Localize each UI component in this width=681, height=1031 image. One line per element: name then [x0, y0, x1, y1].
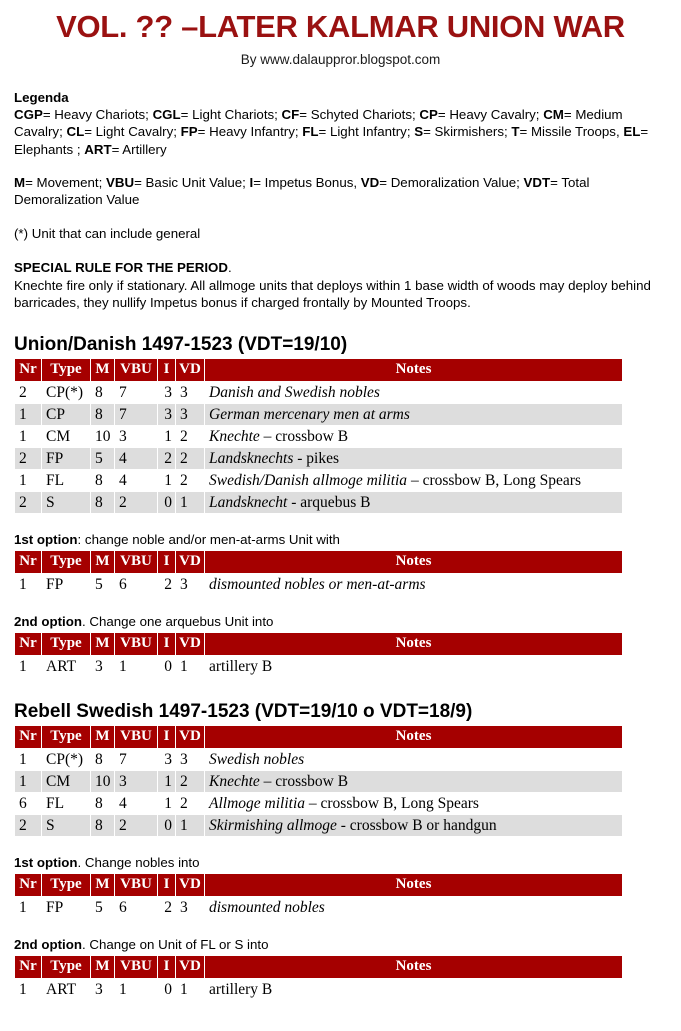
cell-i: 3 — [158, 749, 175, 770]
cell-vd: 2 — [176, 448, 204, 469]
special-rule-text: Knechte fire only if stationary. All allmoge units that deploys within 1 base width of woods may deploy behind barricades, they nullify Impetus bonus if charged frontally by Mounted Troops. — [14, 277, 651, 310]
option-title-union-danish-2 — [14, 613, 667, 630]
cell-nr: 1 — [15, 404, 41, 425]
column-header-i: I — [158, 874, 175, 896]
cell-nr: 1 — [15, 574, 41, 595]
cell-notes: dismounted nobles or men-at-arms — [205, 574, 622, 595]
section-title-union-danish: Union/Danish 1497-1523 (VDT=19/10) — [14, 334, 348, 356]
table-row — [15, 656, 622, 677]
column-header-type: Type — [42, 633, 90, 655]
unit-table-rebell-swedish-opt1 — [14, 873, 623, 919]
cell-m: 8 — [91, 382, 114, 403]
cell-vd: 2 — [176, 470, 204, 491]
cell-nr: 1 — [15, 426, 41, 447]
column-header-m: M — [91, 359, 114, 381]
cell-i: 3 — [158, 404, 175, 425]
cell-m: 5 — [91, 897, 114, 918]
table-header-row — [15, 633, 622, 655]
column-header-vbu: VBU — [115, 359, 157, 381]
cell-type: ART — [42, 979, 90, 1000]
cell-notes: Knechte – crossbow B — [205, 771, 622, 792]
cell-notes: artillery B — [205, 656, 622, 677]
option-label: 2nd option — [14, 937, 82, 953]
unit-table-rebell-swedish-opt2 — [14, 955, 623, 1001]
column-header-nr: Nr — [15, 726, 41, 748]
cell-vd: 3 — [176, 382, 204, 403]
cell-type: FL — [42, 470, 90, 491]
cell-notes: artillery B — [205, 979, 622, 1000]
cell-type: S — [42, 815, 90, 836]
table-row — [15, 793, 622, 814]
column-header-type: Type — [42, 359, 90, 381]
column-header-nr: Nr — [15, 551, 41, 573]
cell-vd: 2 — [176, 426, 204, 447]
table-header-row — [15, 726, 622, 748]
cell-notes: Swedish/Danish allmoge militia – crossbow B, Long Spears — [205, 470, 622, 491]
column-header-vbu: VBU — [115, 874, 157, 896]
column-header-notes: Notes — [205, 359, 622, 381]
column-header-type: Type — [42, 551, 90, 573]
legend-general-note: (*) Unit that can include general — [14, 226, 201, 242]
option-label: 1st option — [14, 532, 78, 548]
cell-vbu: 6 — [115, 897, 157, 918]
cell-m: 5 — [91, 448, 114, 469]
cell-m: 10 — [91, 426, 114, 447]
column-header-vbu: VBU — [115, 551, 157, 573]
column-header-notes: Notes — [205, 874, 622, 896]
cell-m: 5 — [91, 574, 114, 595]
column-header-notes: Notes — [205, 551, 622, 573]
cell-i: 1 — [158, 771, 175, 792]
column-header-vbu: VBU — [115, 633, 157, 655]
cell-m: 8 — [91, 470, 114, 491]
cell-vbu: 2 — [115, 815, 157, 836]
special-rule-period: . — [228, 260, 232, 276]
cell-nr: 2 — [15, 382, 41, 403]
option-title-rebell-swedish-2 — [14, 936, 667, 953]
cell-vd: 3 — [176, 749, 204, 770]
column-header-i: I — [158, 726, 175, 748]
column-header-vd: VD — [176, 551, 204, 573]
column-header-vd: VD — [176, 874, 204, 896]
cell-m: 8 — [91, 404, 114, 425]
cell-m: 8 — [91, 749, 114, 770]
special-rule-block — [14, 259, 667, 311]
cell-type: FP — [42, 574, 90, 595]
cell-type: FP — [42, 897, 90, 918]
column-header-nr: Nr — [15, 874, 41, 896]
table-row — [15, 426, 622, 447]
cell-i: 1 — [158, 470, 175, 491]
cell-i: 0 — [158, 979, 175, 1000]
cell-nr: 2 — [15, 815, 41, 836]
cell-vbu: 6 — [115, 574, 157, 595]
column-header-m: M — [91, 551, 114, 573]
column-header-vbu: VBU — [115, 956, 157, 978]
table-header-row — [15, 874, 622, 896]
cell-vd: 1 — [176, 979, 204, 1000]
column-header-vd: VD — [176, 359, 204, 381]
cell-nr: 1 — [15, 897, 41, 918]
unit-table-union-danish-opt2 — [14, 632, 623, 678]
column-header-notes: Notes — [205, 726, 622, 748]
cell-nr: 1 — [15, 979, 41, 1000]
cell-vbu: 7 — [115, 749, 157, 770]
cell-vbu: 4 — [115, 470, 157, 491]
cell-vbu: 1 — [115, 656, 157, 677]
column-header-i: I — [158, 633, 175, 655]
cell-nr: 1 — [15, 656, 41, 677]
cell-i: 0 — [158, 492, 175, 513]
cell-vbu: 4 — [115, 793, 157, 814]
column-header-m: M — [91, 633, 114, 655]
column-header-nr: Nr — [15, 956, 41, 978]
column-header-i: I — [158, 551, 175, 573]
option-title-rebell-swedish-1 — [14, 854, 667, 871]
table-row — [15, 749, 622, 770]
cell-type: ART — [42, 656, 90, 677]
option-description: . Change nobles into — [77, 855, 200, 871]
cell-type: CP(*) — [42, 382, 90, 403]
option-description: : change noble and/or men-at-arms Unit with — [77, 532, 340, 548]
cell-notes: Knechte – crossbow B — [205, 426, 622, 447]
cell-nr: 1 — [15, 771, 41, 792]
column-header-vd: VD — [176, 726, 204, 748]
column-header-vd: VD — [176, 633, 204, 655]
cell-notes: Landsknechts - pikes — [205, 448, 622, 469]
column-header-type: Type — [42, 726, 90, 748]
cell-nr: 6 — [15, 793, 41, 814]
cell-vd: 2 — [176, 771, 204, 792]
table-row — [15, 979, 622, 1000]
cell-i: 1 — [158, 426, 175, 447]
cell-type: CM — [42, 426, 90, 447]
cell-vbu: 4 — [115, 448, 157, 469]
unit-table-rebell-swedish — [14, 725, 623, 837]
section-title-rebell-swedish: Rebell Swedish 1497-1523 (VDT=19/10 o VDT=18/9) — [14, 701, 473, 723]
special-rule-heading: SPECIAL RULE FOR THE PERIOD — [14, 260, 229, 276]
cell-vbu: 2 — [115, 492, 157, 513]
column-header-m: M — [91, 874, 114, 896]
cell-type: S — [42, 492, 90, 513]
cell-i: 0 — [158, 815, 175, 836]
column-header-m: M — [91, 956, 114, 978]
cell-vbu: 3 — [115, 771, 157, 792]
table-row — [15, 404, 622, 425]
table-header-row — [15, 551, 622, 573]
column-header-vd: VD — [176, 956, 204, 978]
cell-type: FP — [42, 448, 90, 469]
cell-notes: Allmoge militia – crossbow B, Long Spears — [205, 793, 622, 814]
column-header-i: I — [158, 956, 175, 978]
table-row — [15, 771, 622, 792]
cell-m: 8 — [91, 492, 114, 513]
cell-vd: 3 — [176, 574, 204, 595]
cell-vbu: 7 — [115, 382, 157, 403]
legend-troop-types: CGP= Heavy Chariots; CGL= Light Chariots; CF= Schyted Chariots; CP= Heavy Cavalry; CM= Medium Cavalry; CL= Light Cavalry; FP= Heavy Infantry; FL= Light Infantry; S= Skirmishers; T= Missile Troops, EL= Elephants ; ART= Artillery — [14, 107, 649, 157]
cell-nr: 2 — [15, 448, 41, 469]
unit-table-union-danish — [14, 358, 623, 514]
cell-nr: 2 — [15, 492, 41, 513]
sections-container — [0, 333, 681, 1001]
cell-vd: 1 — [176, 815, 204, 836]
cell-notes: Skirmishing allmoge - crossbow B or handgun — [205, 815, 622, 836]
unit-table-union-danish-opt1 — [14, 550, 623, 596]
cell-vbu: 3 — [115, 426, 157, 447]
cell-i: 2 — [158, 448, 175, 469]
cell-vd: 1 — [176, 656, 204, 677]
cell-vd: 1 — [176, 492, 204, 513]
cell-i: 2 — [158, 897, 175, 918]
cell-notes: Danish and Swedish nobles — [205, 382, 622, 403]
document-page — [0, 8, 681, 1031]
table-header-row — [15, 359, 622, 381]
cell-i: 2 — [158, 574, 175, 595]
cell-type: CM — [42, 771, 90, 792]
cell-type: FL — [42, 793, 90, 814]
cell-type: CP — [42, 404, 90, 425]
cell-notes: Landsknecht - arquebus B — [205, 492, 622, 513]
table-row — [15, 448, 622, 469]
column-header-i: I — [158, 359, 175, 381]
cell-i: 1 — [158, 793, 175, 814]
option-label: 2nd option — [14, 614, 82, 630]
column-header-nr: Nr — [15, 359, 41, 381]
cell-m: 8 — [91, 793, 114, 814]
column-header-m: M — [91, 726, 114, 748]
cell-vd: 3 — [176, 404, 204, 425]
cell-m: 10 — [91, 771, 114, 792]
cell-i: 3 — [158, 382, 175, 403]
legend-stat-abbreviations: M= Movement; VBU= Basic Unit Value; I= Impetus Bonus, VD= Demoralization Value; VDT= Total Demoralization Value — [14, 174, 590, 208]
column-header-nr: Nr — [15, 633, 41, 655]
table-row — [15, 574, 622, 595]
column-header-notes: Notes — [205, 956, 622, 978]
cell-vbu: 7 — [115, 404, 157, 425]
cell-notes: Swedish nobles — [205, 749, 622, 770]
option-title-union-danish-1 — [14, 531, 667, 548]
page-title: VOL. ?? –LATER KALMAR UNION WAR — [56, 9, 625, 44]
byline: By www.dalauppror.blogspot.com — [240, 52, 441, 67]
option-description: . Change one arquebus Unit into — [81, 614, 274, 630]
legend-heading: Legenda — [14, 90, 69, 105]
table-header-row — [15, 956, 622, 978]
table-row — [15, 382, 622, 403]
cell-type: CP(*) — [42, 749, 90, 770]
cell-m: 3 — [91, 656, 114, 677]
cell-notes: German mercenary men at arms — [205, 404, 622, 425]
cell-m: 3 — [91, 979, 114, 1000]
table-row — [15, 815, 622, 836]
cell-nr: 1 — [15, 470, 41, 491]
table-row — [15, 897, 622, 918]
column-header-notes: Notes — [205, 633, 622, 655]
option-label: 1st option — [14, 855, 78, 871]
cell-vbu: 1 — [115, 979, 157, 1000]
cell-vd: 2 — [176, 793, 204, 814]
cell-i: 0 — [158, 656, 175, 677]
column-header-type: Type — [42, 874, 90, 896]
cell-notes: dismounted nobles — [205, 897, 622, 918]
cell-nr: 1 — [15, 749, 41, 770]
table-row — [15, 492, 622, 513]
option-description: . Change on Unit of FL or S into — [81, 937, 269, 953]
cell-m: 8 — [91, 815, 114, 836]
cell-vd: 3 — [176, 897, 204, 918]
column-header-vbu: VBU — [115, 726, 157, 748]
column-header-type: Type — [42, 956, 90, 978]
table-row — [15, 470, 622, 491]
